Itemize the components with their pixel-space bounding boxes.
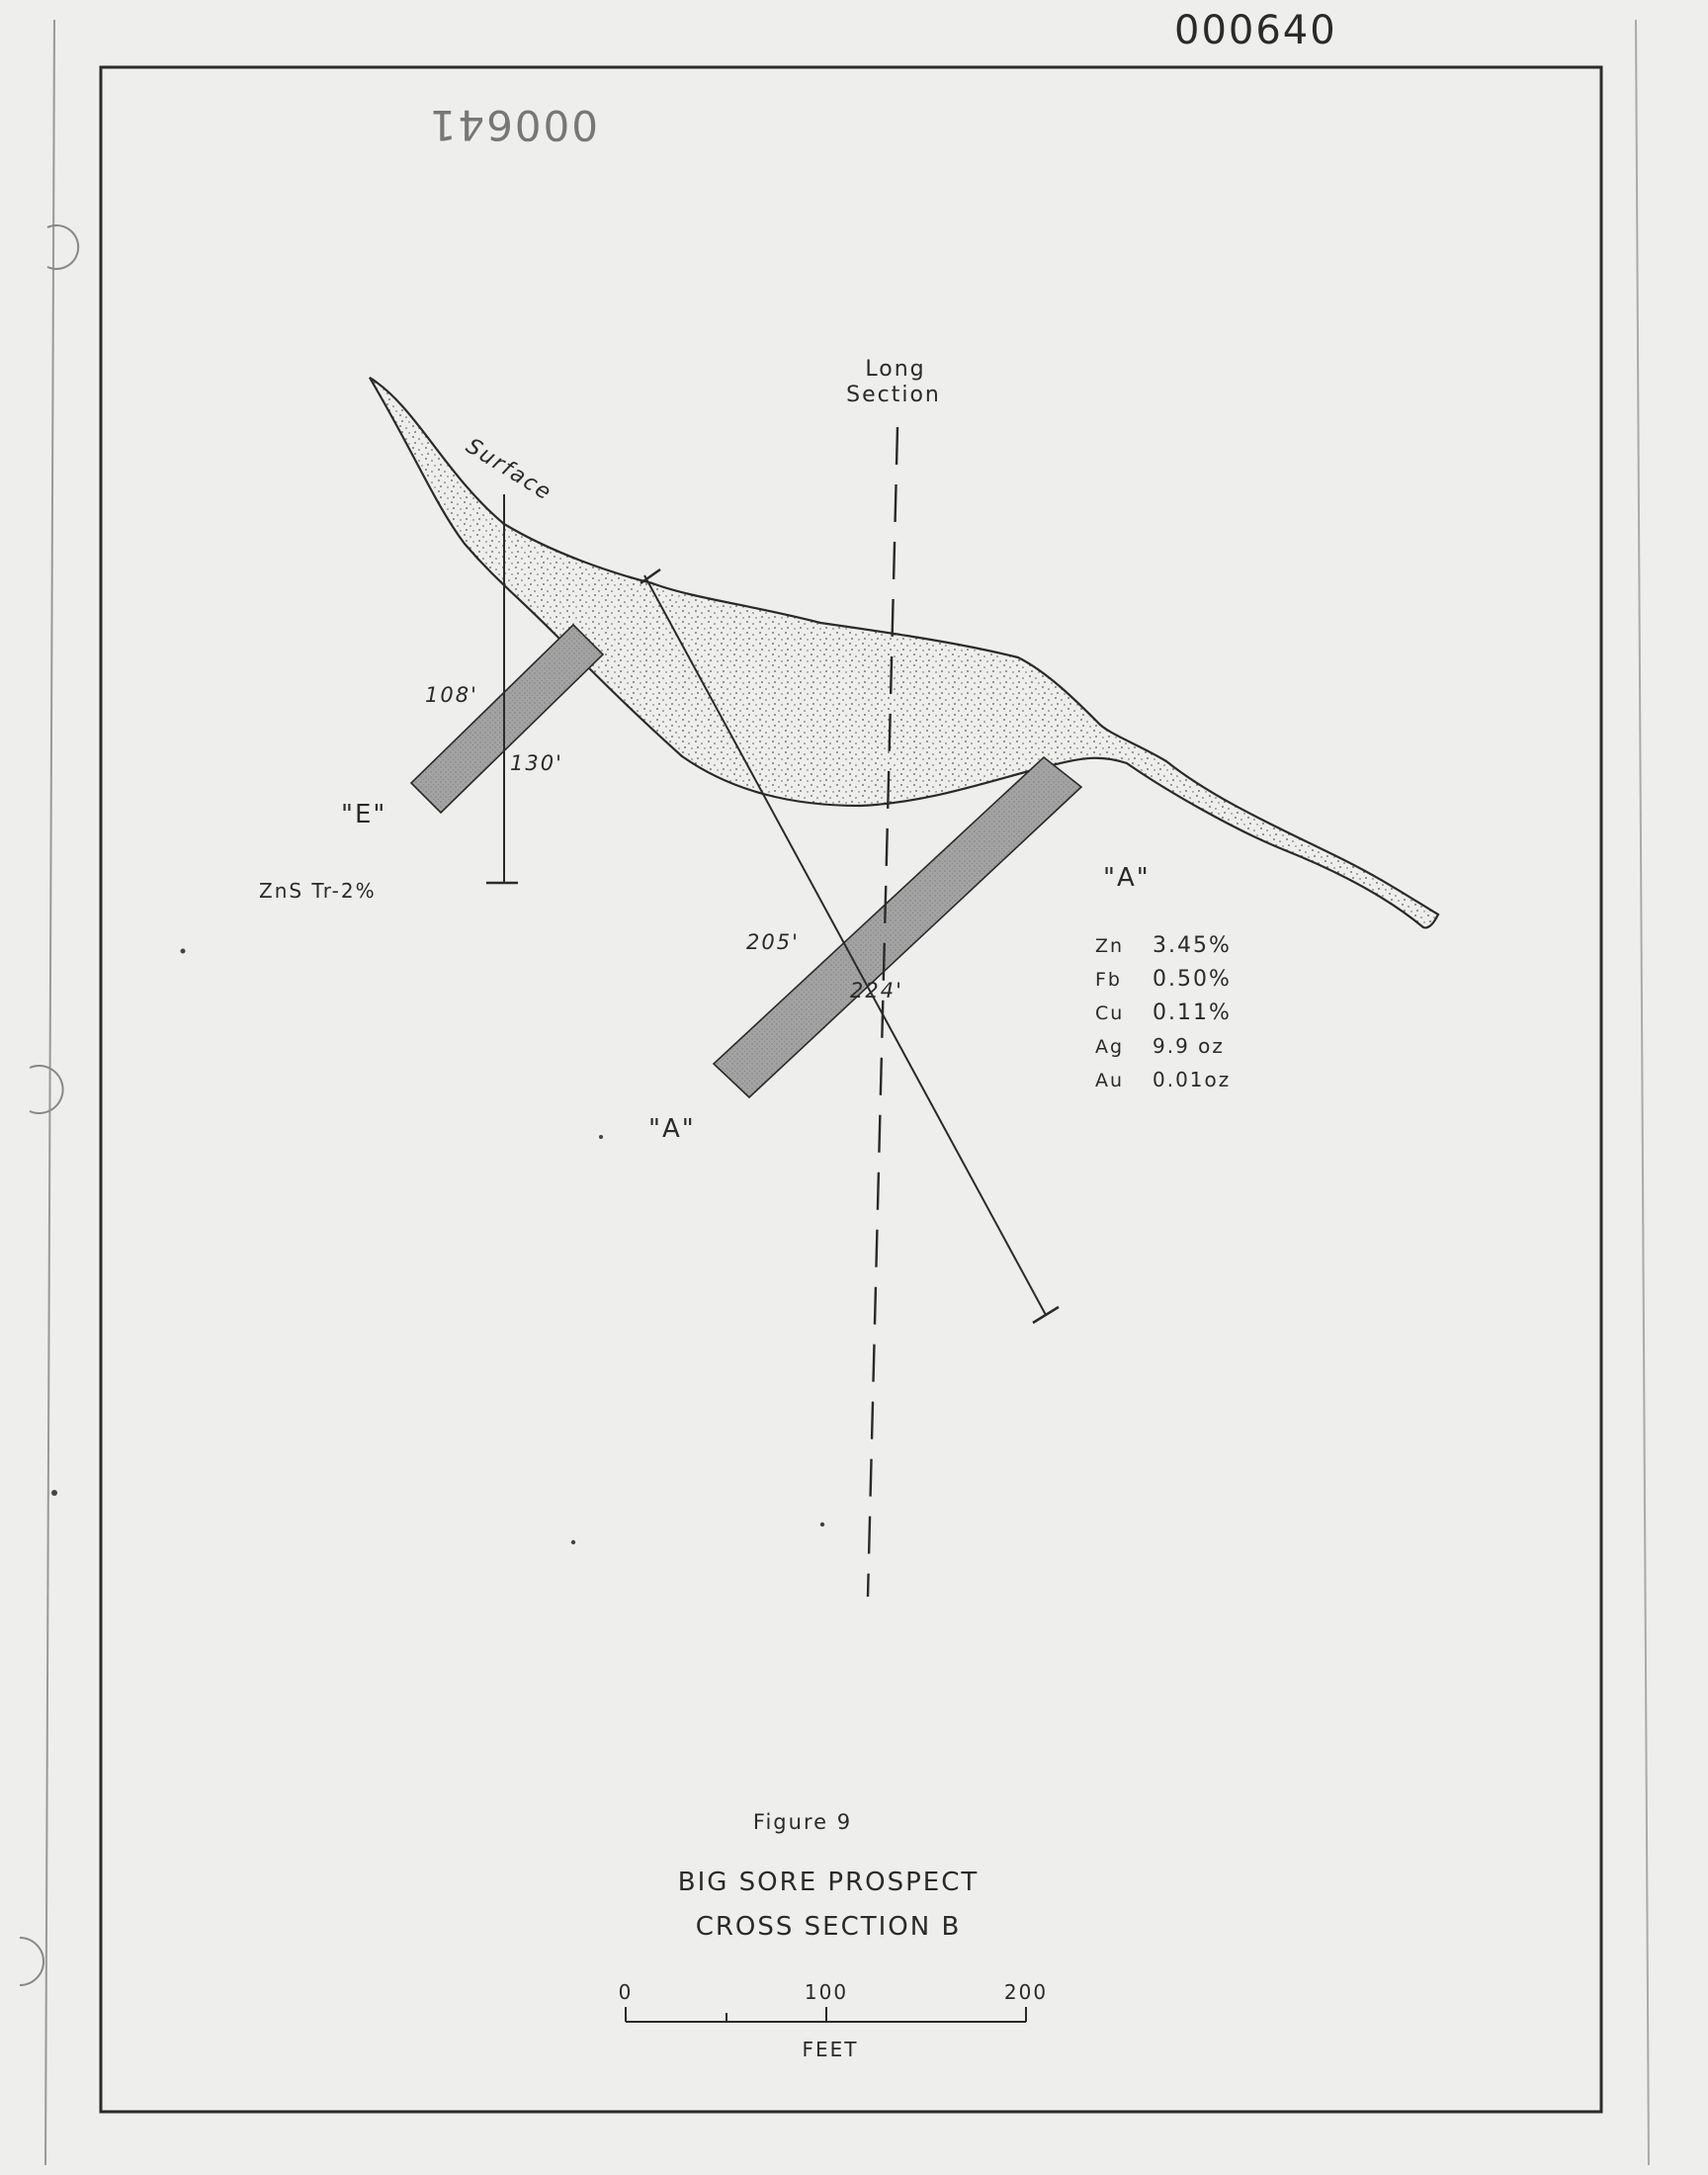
scale-unit: FEET: [802, 2038, 859, 2061]
scale-bar: [619, 1980, 1048, 2061]
depth-205-label: 205': [746, 930, 800, 954]
title-line-2: CROSS SECTION B: [695, 1912, 962, 1942]
drill-hole-2-collar: [640, 569, 660, 583]
long-section-label: Section: [846, 383, 941, 407]
speck: [181, 949, 186, 954]
long-section-label: Long: [865, 357, 926, 382]
speck: [599, 1135, 603, 1139]
speck: [820, 1522, 824, 1526]
overburden-layer: [370, 378, 1438, 927]
stamp-number: 000640: [1174, 8, 1337, 53]
depth-130-label: 130': [510, 751, 563, 775]
assay-element: Au: [1095, 1070, 1125, 1091]
assay-value: 0.50%: [1153, 967, 1232, 992]
drill-hole-2-end: [1033, 1307, 1059, 1323]
assay-element: Ag: [1095, 1036, 1125, 1058]
faint-stamp-number: 000641: [427, 101, 598, 149]
binder-hole-mark: [30, 1066, 63, 1113]
assay-element: Fb: [1095, 969, 1122, 991]
left-edge-line: [45, 20, 54, 2165]
long-section-line: [868, 427, 897, 1597]
page-frame: [101, 67, 1601, 2112]
zone-e-band: [411, 625, 603, 813]
zone-e-label: "E": [341, 800, 387, 829]
assay-value: 3.45%: [1153, 933, 1232, 958]
assay-value: 9.9 oz: [1153, 1034, 1225, 1058]
figure-label: Figure 9: [752, 1810, 853, 1834]
speck: [51, 1490, 57, 1496]
zone-a-upper-label: "A": [1103, 863, 1151, 893]
scale-tick-0: 0: [618, 1980, 634, 2004]
depth-108-label: 108': [425, 683, 478, 707]
assay-value: 0.11%: [1153, 1000, 1232, 1025]
assay-element: Zn: [1095, 935, 1125, 957]
binder-hole-mark: [20, 1938, 43, 1985]
speck: [571, 1540, 575, 1544]
zns-note: ZnS Tr-2%: [259, 879, 377, 903]
assay-element: Cu: [1095, 1002, 1125, 1024]
title-line-1: BIG SORE PROSPECT: [677, 1868, 980, 1897]
scale-tick-100: 100: [804, 1980, 849, 2004]
right-edge-line: [1636, 20, 1649, 2165]
depth-224-label: 224': [850, 979, 903, 1002]
scale-tick-200: 200: [1003, 1980, 1049, 2004]
zone-a-band: [714, 757, 1081, 1097]
assay-table: [1095, 933, 1232, 1091]
binder-hole-mark: [47, 225, 78, 269]
surface-label: Surface: [461, 433, 557, 506]
assay-value: 0.01oz: [1153, 1068, 1232, 1091]
zone-a-lower-label: "A": [648, 1114, 696, 1144]
